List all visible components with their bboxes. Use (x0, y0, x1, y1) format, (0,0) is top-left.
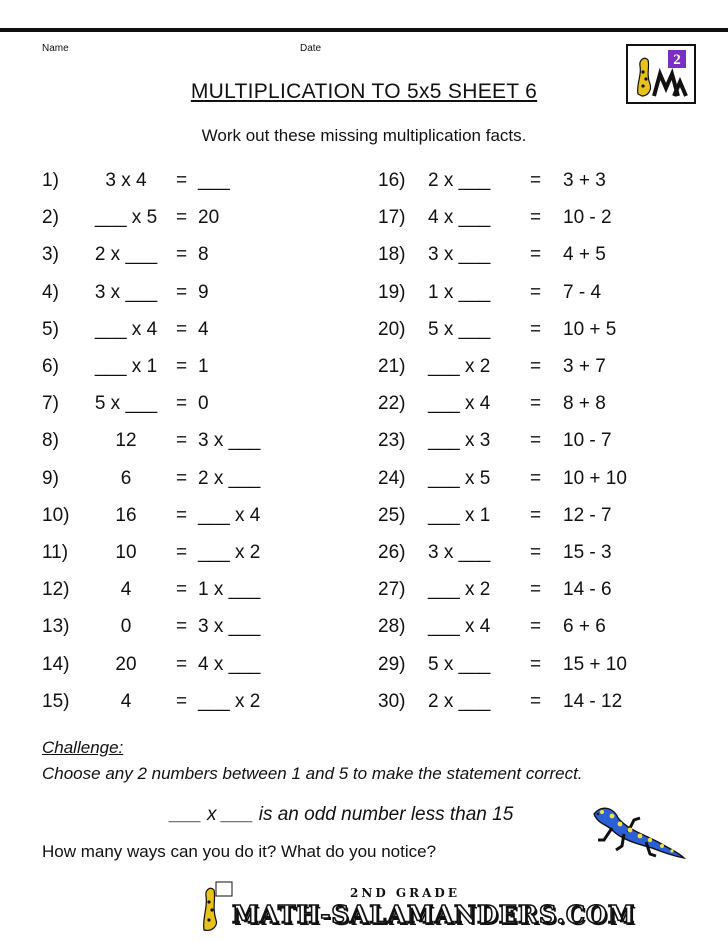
question-row (0, 502, 728, 530)
question-part-a: 2 x ___ (428, 690, 491, 712)
question-part-a: 3 x 4 (105, 170, 147, 191)
question-part-a: 6 (120, 467, 132, 489)
question-part-a: 16 (115, 504, 137, 526)
question-part-b: 14 - 12 (563, 690, 623, 712)
question-equals: = (176, 579, 188, 601)
question-number: 28) (378, 616, 406, 638)
question-part-b: ___ x 4 (198, 504, 261, 526)
question-part-a: 20 (115, 653, 137, 675)
question-row (0, 390, 728, 418)
question-equals: = (176, 467, 188, 489)
question-equals: = (530, 579, 542, 601)
question-part-a: 4 (120, 690, 132, 712)
question-part-b: 8 + 8 (563, 393, 606, 415)
question-row (0, 651, 728, 679)
question-part-a: 3 x ___ (428, 244, 491, 266)
question-number: 9) (42, 467, 59, 489)
question-equals: = (530, 244, 542, 266)
question-part-b: 2 x ___ (198, 467, 261, 489)
question-part-b: 8 (198, 244, 209, 266)
question-number: 15) (42, 690, 70, 712)
question-equals: = (176, 690, 188, 712)
question-number: 26) (378, 542, 406, 563)
question-equals: = (530, 690, 542, 712)
question-part-a: ___ x 1 (94, 356, 158, 377)
question-row (0, 241, 728, 269)
question-equals: = (530, 504, 542, 526)
footer-site-name: MATH-SALAMANDERS.COM (232, 900, 636, 929)
question-part-a: 5 x ___ (428, 318, 491, 340)
question-part-b: 14 - 6 (563, 579, 612, 601)
question-equals: = (176, 356, 188, 377)
question-part-a: 4 x ___ (428, 207, 491, 229)
question-row (0, 688, 728, 716)
question-equals: = (530, 467, 542, 489)
question-part-b: 4 + 5 (563, 244, 606, 266)
question-equals: = (530, 393, 542, 415)
question-equals: = (176, 430, 188, 452)
question-equals: = (176, 653, 188, 675)
question-equals: = (176, 542, 188, 563)
question-part-a: ___ x 5 (94, 207, 158, 229)
question-part-a: 2 x ___ (94, 244, 158, 266)
question-part-a: 10 (115, 542, 137, 563)
question-part-b: 15 + 10 (563, 653, 627, 675)
challenge-text: Choose any 2 numbers between 1 and 5 to make the statement correct. (42, 764, 583, 783)
worksheet-title: MULTIPLICATION TO 5x5 SHEET 6 (190, 80, 538, 103)
question-equals: = (530, 430, 542, 452)
question-equals: = (530, 318, 542, 340)
question-part-a: ___ x 1 (428, 504, 491, 526)
question-part-b: 3 x ___ (198, 616, 261, 638)
question-part-a: 0 (120, 616, 132, 638)
question-part-b: ___ (198, 170, 230, 191)
question-equals: = (176, 318, 188, 340)
question-number: 30) (378, 690, 406, 712)
question-equals: = (176, 504, 188, 526)
question-number: 16) (378, 170, 406, 191)
question-part-b: 3 + 3 (563, 170, 606, 191)
question-number: 12) (42, 579, 70, 601)
question-equals: = (176, 281, 188, 303)
question-number: 8) (42, 430, 59, 452)
question-part-b: 10 - 7 (563, 430, 612, 452)
question-number: 1) (42, 170, 59, 191)
question-number: 13) (42, 616, 70, 638)
question-part-b: 6 + 6 (563, 616, 606, 638)
question-row (0, 539, 728, 567)
question-part-b: 9 (198, 281, 209, 303)
question-part-b: 10 - 2 (563, 207, 612, 229)
question-equals: = (176, 170, 188, 191)
question-number: 5) (42, 318, 59, 340)
question-part-b: 1 x ___ (198, 579, 261, 601)
question-number: 29) (378, 653, 406, 675)
question-equals: = (176, 616, 188, 638)
question-part-a: 5 x ___ (94, 393, 158, 415)
question-part-a: ___ x 4 (94, 318, 158, 340)
question-part-a: 3 x ___ (94, 281, 158, 303)
grade-number: 2 (673, 52, 681, 68)
question-part-a: ___ x 4 (428, 393, 491, 415)
question-number: 23) (378, 430, 406, 452)
question-number: 22) (378, 393, 406, 415)
question-number: 3) (42, 244, 59, 266)
question-number: 27) (378, 579, 406, 601)
question-part-b: 4 x ___ (198, 653, 261, 675)
question-part-a: ___ x 2 (428, 356, 491, 377)
question-part-a: ___ x 5 (428, 467, 491, 489)
salamander-icon (588, 800, 688, 862)
question-number: 11) (42, 542, 69, 563)
question-equals: = (176, 393, 188, 415)
question-part-a: 4 (120, 579, 132, 601)
question-part-a: ___ x 2 (428, 579, 491, 601)
question-part-b: 0 (198, 393, 209, 415)
question-equals: = (530, 207, 542, 229)
question-part-a: 2 x ___ (428, 170, 491, 191)
question-row (0, 465, 728, 493)
name-label: Name (42, 43, 69, 54)
question-part-b: 12 - 7 (563, 504, 612, 526)
question-number: 6) (42, 356, 59, 377)
question-number: 25) (378, 504, 406, 526)
question-part-a: 5 x ___ (428, 653, 491, 675)
question-part-b: 10 + 5 (563, 318, 617, 340)
question-equals: = (176, 207, 188, 229)
question-equals: = (530, 542, 542, 563)
question-equals: = (530, 356, 542, 377)
challenge-heading: Challenge: (42, 738, 124, 757)
question-row (0, 613, 728, 641)
question-number: 19) (378, 281, 406, 303)
footer-grade: 2ND GRADE (350, 886, 460, 900)
question-part-a: 12 (115, 430, 137, 452)
question-number: 21) (378, 356, 406, 377)
instructions: Work out these missing multiplication facts. (201, 126, 527, 145)
question-part-b: ___ x 2 (198, 542, 261, 563)
question-equals: = (530, 616, 542, 638)
date-label: Date (300, 43, 322, 54)
question-part-b: 7 - 4 (563, 281, 602, 303)
question-part-b: 4 (198, 318, 209, 340)
question-number: 4) (42, 281, 59, 303)
question-equals: = (530, 281, 542, 303)
question-part-b: 15 - 3 (563, 542, 612, 563)
question-part-a: ___ x 4 (428, 616, 491, 638)
question-row (0, 279, 728, 307)
question-row (0, 427, 728, 455)
question-part-a: 3 x ___ (428, 542, 491, 563)
question-equals: = (530, 170, 542, 191)
question-part-b: 3 x ___ (198, 430, 261, 452)
question-row (0, 576, 728, 604)
question-row (0, 353, 728, 381)
question-part-b: 1 (198, 356, 209, 377)
question-part-a: ___ x 3 (428, 430, 491, 452)
footer-logo-icon (196, 878, 236, 934)
question-number: 20) (378, 318, 406, 340)
top-rule (0, 28, 728, 32)
question-number: 7) (42, 393, 59, 415)
question-number: 10) (42, 504, 70, 526)
question-row (0, 167, 728, 195)
question-part-b: 10 + 10 (563, 467, 627, 489)
question-part-b: 20 (198, 207, 220, 229)
question-number: 14) (42, 653, 70, 675)
question-number: 2) (42, 207, 59, 229)
question-row (0, 316, 728, 344)
question-number: 24) (378, 467, 406, 489)
question-equals: = (530, 653, 542, 675)
question-equals: = (176, 244, 188, 266)
challenge-statement: ___ x ___ is an odd number less than 15 (170, 804, 514, 825)
question-part-b: 3 + 7 (563, 356, 606, 377)
challenge-question: How many ways can you do it? What do you notice? (42, 842, 437, 861)
question-part-b: ___ x 2 (198, 690, 261, 712)
question-row (0, 204, 728, 232)
question-part-a: 1 x ___ (428, 281, 491, 303)
question-number: 18) (378, 244, 406, 266)
question-number: 17) (378, 207, 406, 229)
